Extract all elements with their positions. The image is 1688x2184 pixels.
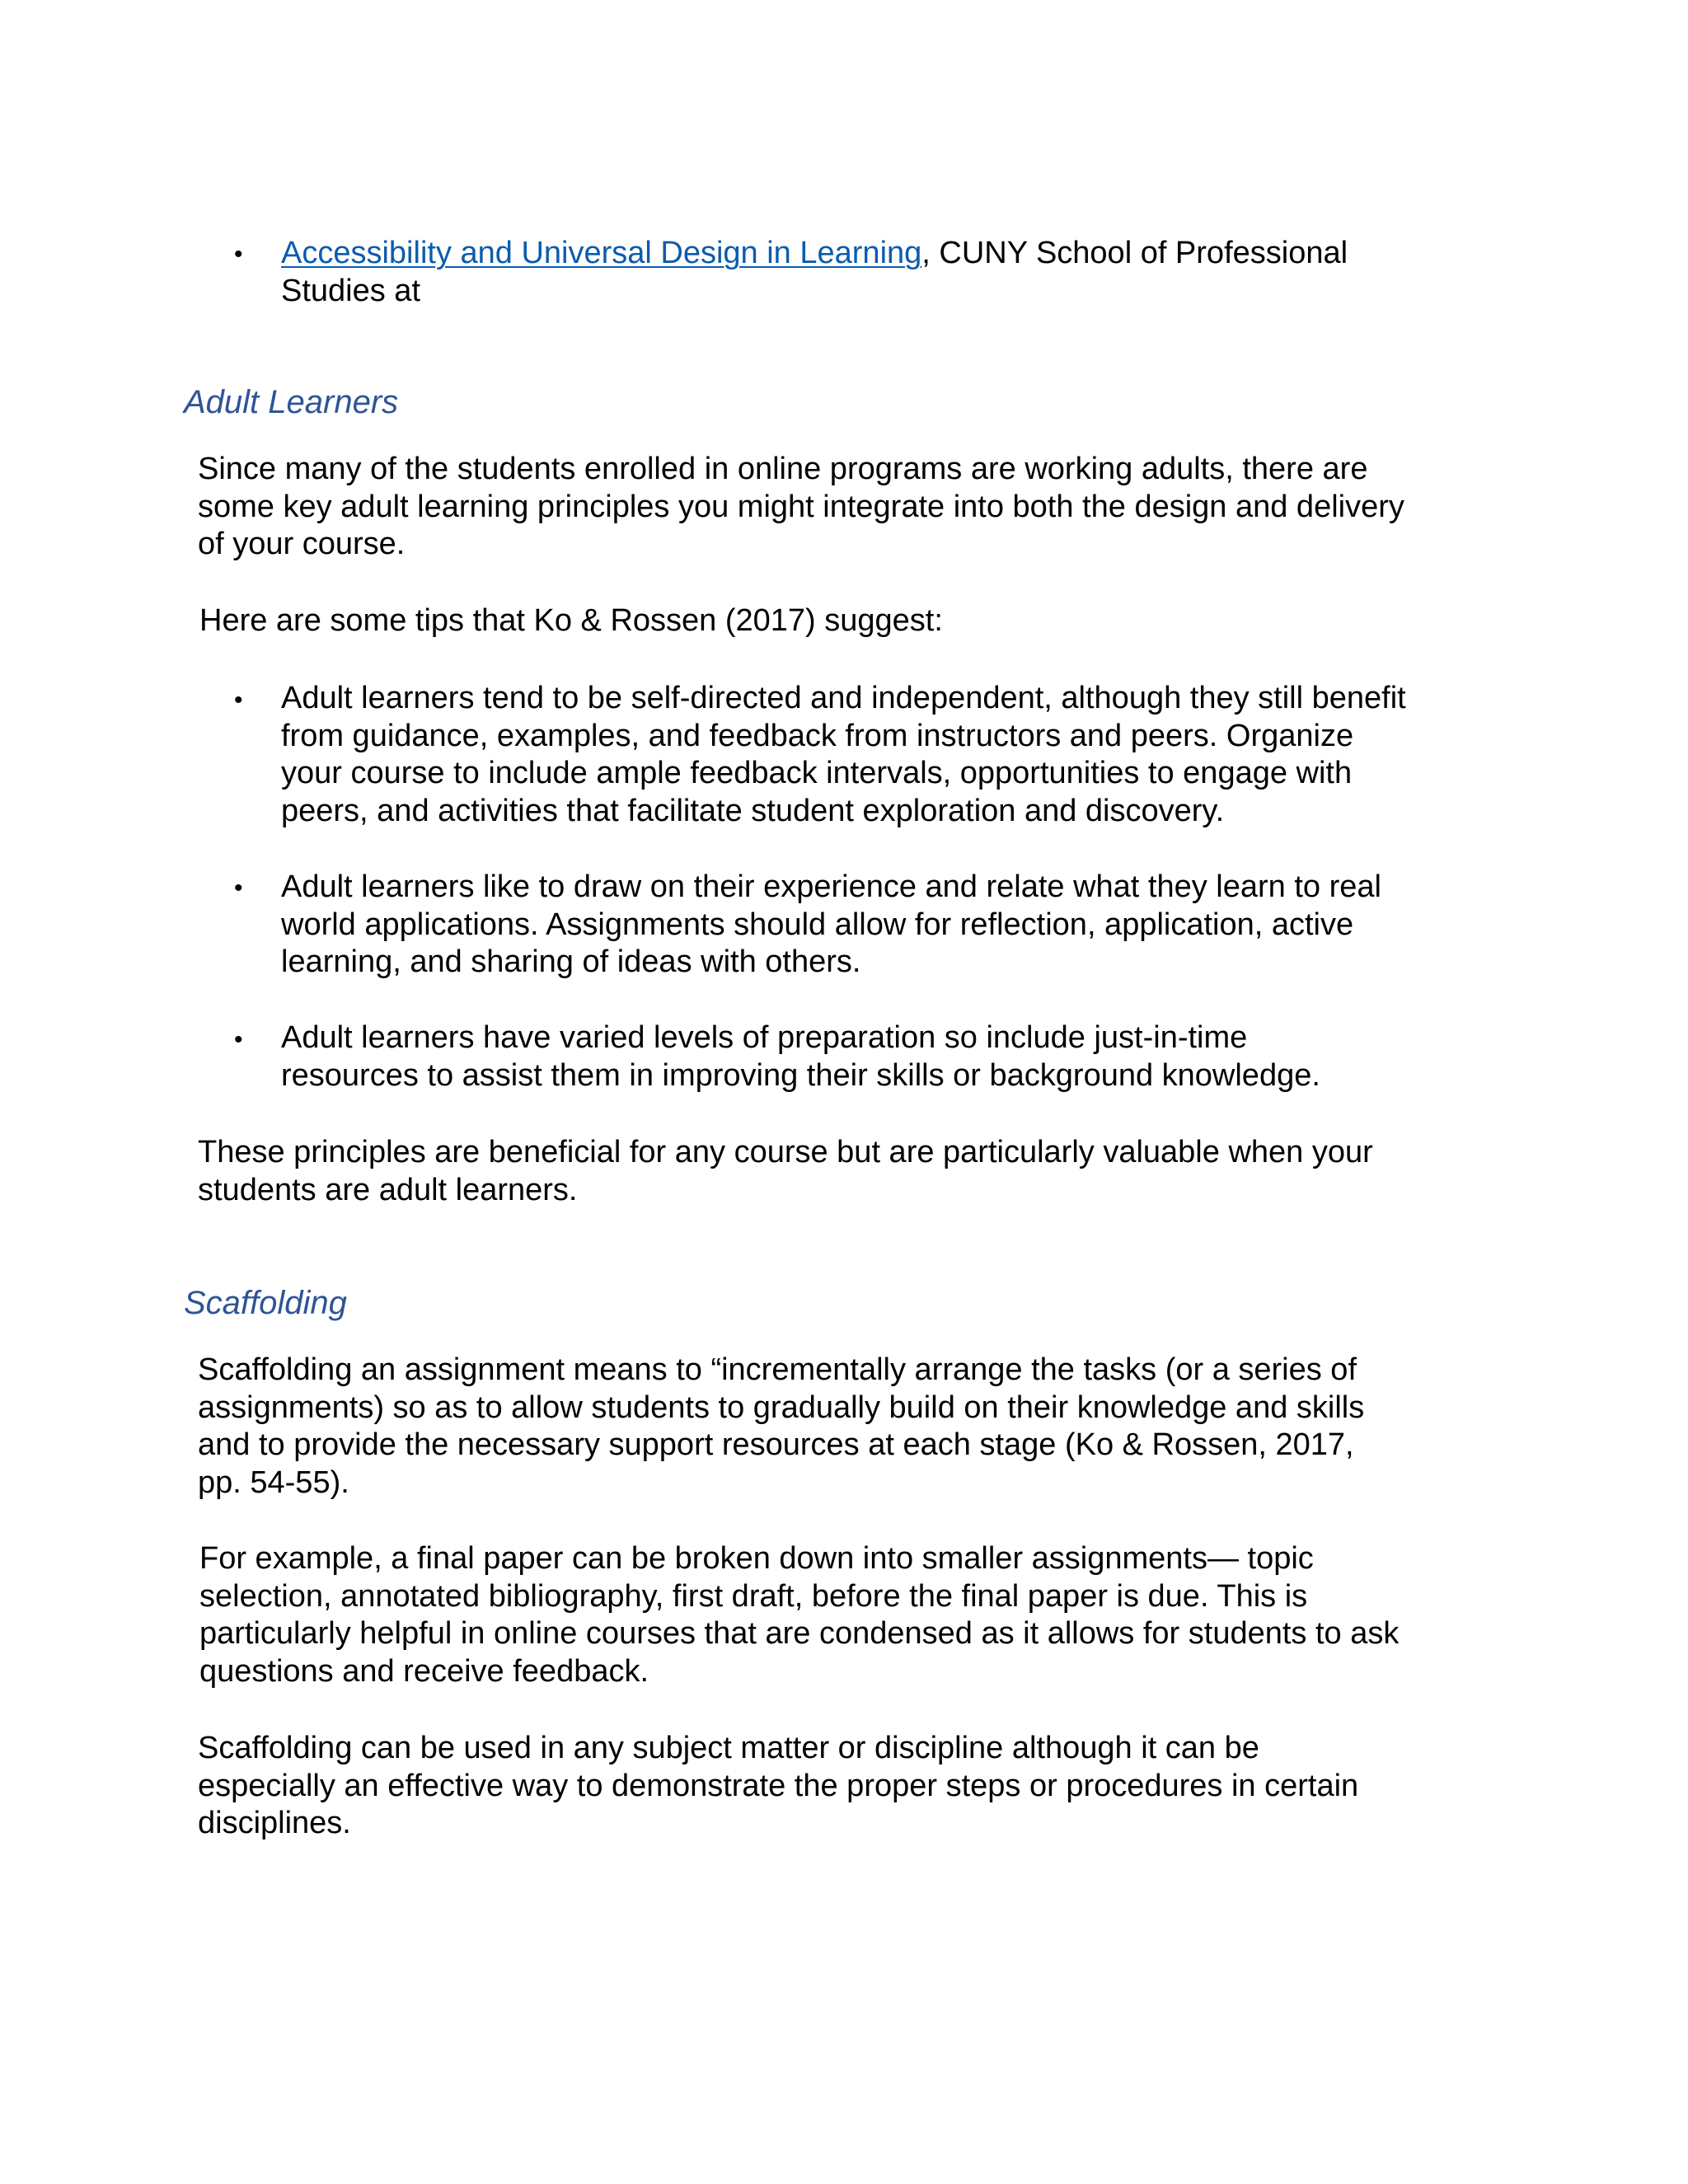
tip-line: world applications. Assignments should allow for reflection, application, active <box>281 907 1354 942</box>
usage-line: Scaffolding can be used in any subject matter or discipline although it can be <box>198 1731 1259 1765</box>
tip-item-preparation <box>281 1019 1517 1094</box>
resource-list-item <box>281 235 1517 310</box>
closing-line: These principles are beneficial for any course but are particularly valuable when your <box>198 1135 1373 1169</box>
closing-line: students are adult learners. <box>198 1172 578 1207</box>
tip-line: from guidance, examples, and feedback from instructors and peers. Organize <box>281 718 1354 753</box>
tip-line: Adult learners tend to be self-directed and independent, although they still benefit <box>281 681 1406 715</box>
resource-source-text: , CUNY School of Professional <box>921 236 1348 270</box>
adult-learners-heading: Adult Learners <box>184 384 399 420</box>
intro-line: of your course. <box>198 527 406 561</box>
resource-line-2: Studies at <box>281 273 420 308</box>
scaffolding-heading: Scaffolding <box>184 1285 347 1321</box>
definition-line: pp. 54-55). <box>198 1465 349 1500</box>
scaffolding-example <box>199 1540 1502 1690</box>
tip-item-experience <box>281 869 1517 982</box>
tip-line: Adult learners like to draw on their experience and relate what they learn to real <box>281 869 1381 904</box>
usage-line: disciplines. <box>198 1806 351 1840</box>
bullet-marker: • <box>234 1026 243 1053</box>
bullet-marker: • <box>234 687 243 714</box>
definition-line: assignments) so as to allow students to gradually build on their knowledge and skills <box>198 1390 1365 1425</box>
example-line: particularly helpful in online courses that are condensed as it allows for students to ask <box>199 1616 1400 1651</box>
example-line: For example, a final paper can be broken down into smaller assignments— topic <box>199 1541 1314 1576</box>
scaffolding-definition <box>198 1352 1500 1502</box>
tips-intro: Here are some tips that Ko & Rossen (2017) suggest: <box>199 603 943 638</box>
scaffolding-usage <box>198 1730 1500 1843</box>
example-line: selection, annotated bibliography, first draft, before the final paper is due. This is <box>199 1578 1308 1614</box>
usage-line: especially an effective way to demonstrate the proper steps or procedures in certain <box>198 1768 1359 1803</box>
definition-line: and to provide the necessary support resources at each stage (Ko & Rossen, 2017, <box>198 1427 1354 1462</box>
tip-item-self-directed <box>281 680 1517 830</box>
accessibility-udl-link[interactable]: Accessibility and Universal Design in Learning <box>281 236 922 270</box>
definition-line: Scaffolding an assignment means to “incrementally arrange the tasks (or a series of <box>198 1352 1357 1387</box>
adult-learners-closing <box>198 1134 1500 1209</box>
example-line: questions and receive feedback. <box>199 1653 649 1689</box>
tip-line: resources to assist them in improving their skills or background knowledge. <box>281 1057 1320 1093</box>
intro-line: Since many of the students enrolled in online programs are working adults, there are <box>198 452 1368 486</box>
tip-line: your course to include ample feedback intervals, opportunities to engage with <box>281 756 1353 790</box>
tip-line: peers, and activities that facilitate student exploration and discovery. <box>281 793 1225 828</box>
intro-line: some key adult learning principles you might integrate into both the design and delivery <box>198 489 1404 524</box>
resource-line-1 <box>281 235 1517 273</box>
tip-line: learning, and sharing of ideas with others. <box>281 944 861 979</box>
bullet-marker: • <box>234 874 243 902</box>
tip-line: Adult learners have varied levels of preparation so include just-in-time <box>281 1020 1248 1055</box>
adult-learners-intro <box>198 451 1500 564</box>
bullet-marker: • <box>234 241 243 268</box>
